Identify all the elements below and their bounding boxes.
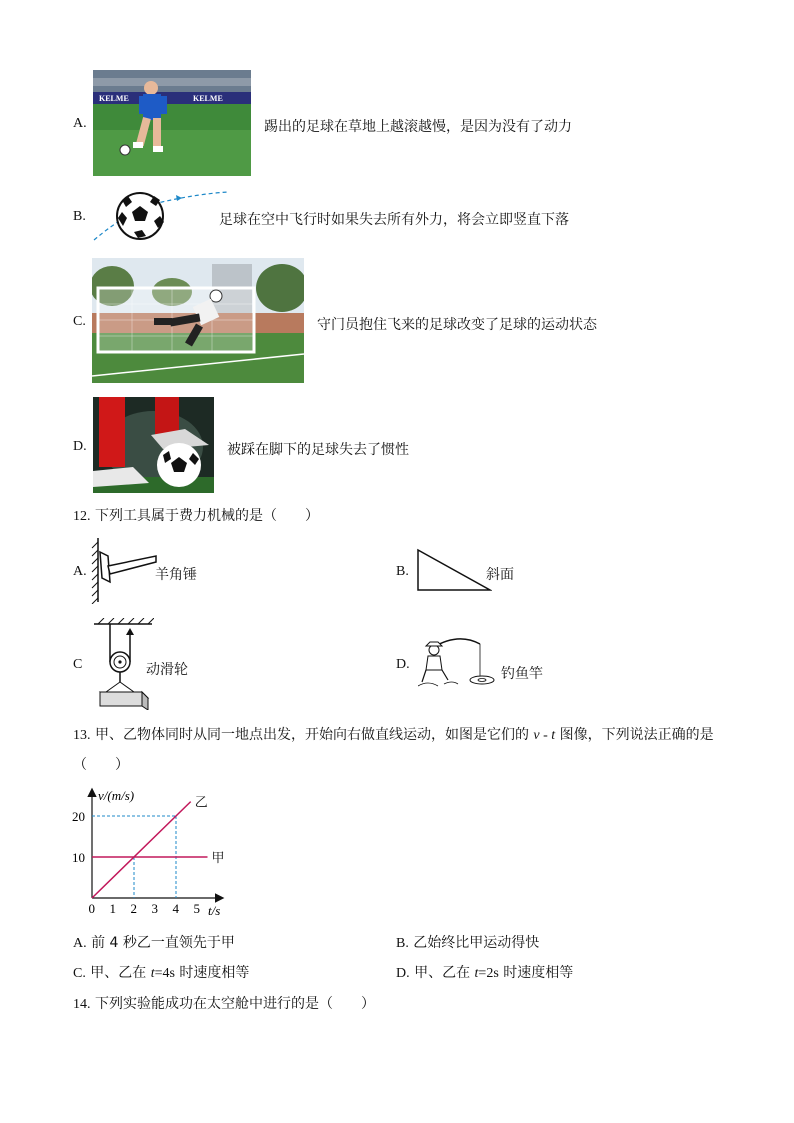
q12-option-c-label: 动滑轮 bbox=[146, 662, 188, 678]
q12-option-b-label: 斜面 bbox=[486, 567, 514, 583]
y-tick-label-1: 20 bbox=[72, 809, 85, 824]
q13-option-a-letter: A. bbox=[73, 936, 87, 951]
q13-option-a-text: 前 4 秒乙一直领先于甲 bbox=[91, 935, 235, 951]
q13-stem-text: 甲、乙物体同时从同一地点出发，开始向右做直线运动，如图是它们的 bbox=[94, 727, 529, 743]
series-label-0: 甲 bbox=[211, 850, 225, 865]
movable-pulley-icon bbox=[92, 618, 154, 710]
x-tick-label-2: 2 bbox=[130, 901, 137, 916]
foot-on-ball-photo bbox=[93, 397, 214, 493]
q14-stem bbox=[73, 993, 375, 1013]
banner-text-right: KELME bbox=[193, 94, 223, 103]
fishing-rod-icon bbox=[418, 636, 500, 690]
q13-option-c bbox=[73, 962, 249, 982]
player-kicking-ball-photo bbox=[93, 70, 251, 176]
x-tick-label-5: 5 bbox=[193, 901, 200, 916]
q11-option-a-letter: A. bbox=[73, 116, 87, 131]
q11-option-b-letter: B. bbox=[73, 209, 86, 224]
q11-option-a-text: 踢出的足球在草地上越滚越慢，是因为没有了动力 bbox=[264, 119, 572, 135]
q13-option-d-text-post: 时速度相等 bbox=[498, 965, 574, 981]
claw-hammer-icon bbox=[90, 536, 160, 604]
q12-option-d-letter: D. bbox=[396, 657, 410, 672]
q13-option-c-text-post: 时速度相等 bbox=[174, 965, 250, 981]
q11-option-d-text: 被踩在脚下的足球失去了惯性 bbox=[227, 442, 409, 458]
q14-stem-text: 下列实验能成功在太空舱中进行的是（ ） bbox=[94, 996, 375, 1012]
q14-number: 14. bbox=[73, 997, 91, 1012]
q12-option-b-letter: B. bbox=[396, 564, 409, 579]
x-tick-label-4: 4 bbox=[172, 901, 179, 916]
q11-option-c-text: 守门员抱住飞来的足球改变了足球的运动状态 bbox=[317, 317, 597, 333]
series-label-1: 乙 bbox=[194, 794, 208, 810]
x-tick-label-0: 0 bbox=[88, 901, 95, 916]
q13-option-a bbox=[73, 932, 235, 952]
q12-option-c-letter: C bbox=[73, 657, 83, 672]
x-axis-label: t/s bbox=[208, 903, 221, 918]
q13-stem-variable: v - t bbox=[533, 728, 556, 743]
q13-option-d-value: =2s bbox=[478, 966, 499, 981]
y-tick-label-0: 10 bbox=[72, 850, 85, 865]
q13-option-c-value: =4s bbox=[154, 966, 175, 981]
banner-text-left: KELME bbox=[99, 94, 129, 103]
x-tick-label-3: 3 bbox=[151, 901, 158, 916]
q13-option-c-var: t bbox=[150, 966, 155, 981]
q13-option-d-var: t bbox=[474, 966, 479, 981]
q13-option-c-text-pre: 甲、乙在 bbox=[90, 965, 151, 981]
q13-option-b-text: 乙始终比甲运动得快 bbox=[413, 935, 540, 951]
q13-option-c-letter: C. bbox=[73, 966, 86, 981]
x-tick-label-1: 1 bbox=[109, 901, 116, 916]
q13-option-d-letter: D. bbox=[396, 966, 410, 981]
q11-option-b-text: 足球在空中飞行时如果失去所有外力，将会立即竖直下落 bbox=[219, 212, 569, 228]
q12-stem-text: 下列工具属于费力机械的是（ ） bbox=[94, 508, 319, 524]
q12-option-d-label: 钓鱼竿 bbox=[501, 666, 543, 682]
q12-number: 12. bbox=[73, 509, 91, 524]
vt-chart bbox=[70, 782, 240, 922]
q11-option-d-letter: D. bbox=[73, 439, 87, 454]
y-axis-label: v/(m/s) bbox=[98, 788, 135, 803]
q12-option-a-letter: A. bbox=[73, 564, 87, 579]
q12-option-a-label: 羊角锤 bbox=[155, 567, 197, 583]
q13-option-b bbox=[396, 932, 539, 952]
q13-stem bbox=[73, 724, 714, 744]
q11-option-c-letter: C. bbox=[73, 314, 86, 329]
q13-option-d-text-pre: 甲、乙在 bbox=[414, 965, 475, 981]
q12-stem bbox=[73, 505, 319, 525]
q13-option-d bbox=[396, 962, 573, 982]
q13-option-b-letter: B. bbox=[396, 936, 409, 951]
goalkeeper-catching-ball-photo bbox=[92, 258, 304, 383]
soccer-ball-trajectory-illustration bbox=[92, 188, 230, 244]
inclined-plane-icon bbox=[416, 548, 492, 592]
q13-number: 13. bbox=[73, 728, 91, 743]
q13-stem-paren: （ ） bbox=[73, 757, 129, 773]
q13-stem-tail: 图像，下列说法正确的是 bbox=[559, 727, 714, 743]
